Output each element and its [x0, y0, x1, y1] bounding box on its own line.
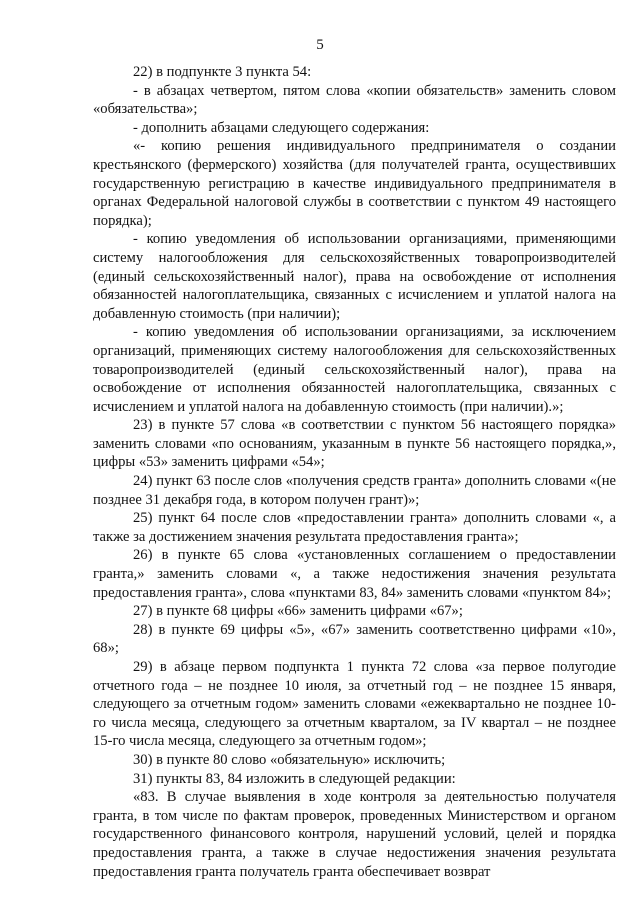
paragraph-item-31: 31) пункты 83, 84 изложить в следующей редакции:	[133, 770, 456, 787]
paragraph-item-24: 24) пункт 63 после слов «получения средств гранта» дополнить словами «(не позднее 31 декабря года, в котором получен грант)»;	[93, 473, 616, 508]
paragraph-item-26: 26) в пункте 65 слова «установленных соглашением о предоставлении гранта,» заменить словами «, а также недостижения значения результата предоставления гранта», слова «пунктами 83, 84» заменить словами «пунктом 84»;	[93, 547, 616, 601]
paragraph-item-27: 27) в пункте 68 цифры «66» заменить цифрами «67»;	[133, 603, 463, 620]
paragraph-copy-decision: «- копию решения индивидуального предпринимателя о создании крестьянского (фермерского) хозяйства (для получателей гранта, осуществивших государственную регистрацию в качестве индивидуального предпринимателя в органах Федеральной налоговой службы в соответствии с пунктом 49 настоящего порядка);	[93, 138, 616, 229]
paragraph-copy-notice-single-tax: - копию уведомления об использовании организациями, применяющими систему налогообложения для сельскохозяйственных товаропроизводителей (единый сельскохозяйственный налог), права на освобождение от исполнения обязанностей налогоплательщика, связанных с исчислением и уплатой налога на добавленную стоимость (при наличии);	[93, 231, 616, 322]
document-body	[93, 63, 616, 881]
paragraph-item-29: 29) в абзаце первом подпункта 1 пункта 72 слова «за первое полугодие отчетного года – не позднее 10 июля, за отчетный год – не позднее 15 января, следующего за отчетным годом» заменить словами «ежеквартально не позднее 10-го числа месяца, следующего за отчетным кварталом, за IV квартал – не позднее 15-го числа месяца, следующего за отчетным годом»;	[93, 659, 616, 750]
paragraph-item-22: 22) в подпункте 3 пункта 54:	[133, 64, 312, 80]
paragraph-item-28: 28) в пункте 69 цифры «5», «67» заменить соответственно цифрами «10», 68»;	[93, 621, 616, 657]
paragraph-item-25: 25) пункт 64 после слов «предоставлении гранта» дополнить словами «, а также за достижением значения результата предоставления гранта»;	[93, 510, 616, 545]
paragraph-item-83: «83. В случае выявления в ходе контроля за деятельностью получателя гранта, в том числе по фактам проверок, проведенных Министерством и органом государственного финансового контроля, нарушений условий, целей и порядка предоставления гранта, а также в случае недостижения значения результата предоставления гранта получатель гранта обеспечивает возврат	[93, 789, 616, 880]
paragraph-item-23: 23) в пункте 57 слова «в соответствии с пунктом 56 настоящего порядка» заменить словами «по основаниям, указанным в пункте 56 настоящего порядка,», цифры «53» заменить цифрами «54»;	[93, 417, 616, 471]
paragraph-item-30: 30) в пункте 80 слово «обязательную» исключить;	[133, 751, 446, 768]
paragraph-replace-copies: - в абзацах четвертом, пятом слова «копии обязательств» заменить словом «обязательства»;	[93, 82, 616, 118]
paragraph-add-paragraphs: - дополнить абзацами следующего содержания:	[133, 119, 430, 136]
paragraph-copy-notice-exempt: - копию уведомления об использовании организациями, за исключением организаций, применяющих систему налогообложения для сельскохозяйственных товаропроизводителей (единый сельскохозяйственный налог), права на освобождение от исполнения обязанностей налогоплательщика, связанных с исчислением и уплатой налога на добавленную стоимость (при наличии).»;	[93, 324, 616, 415]
page-number: 5	[316, 37, 324, 53]
